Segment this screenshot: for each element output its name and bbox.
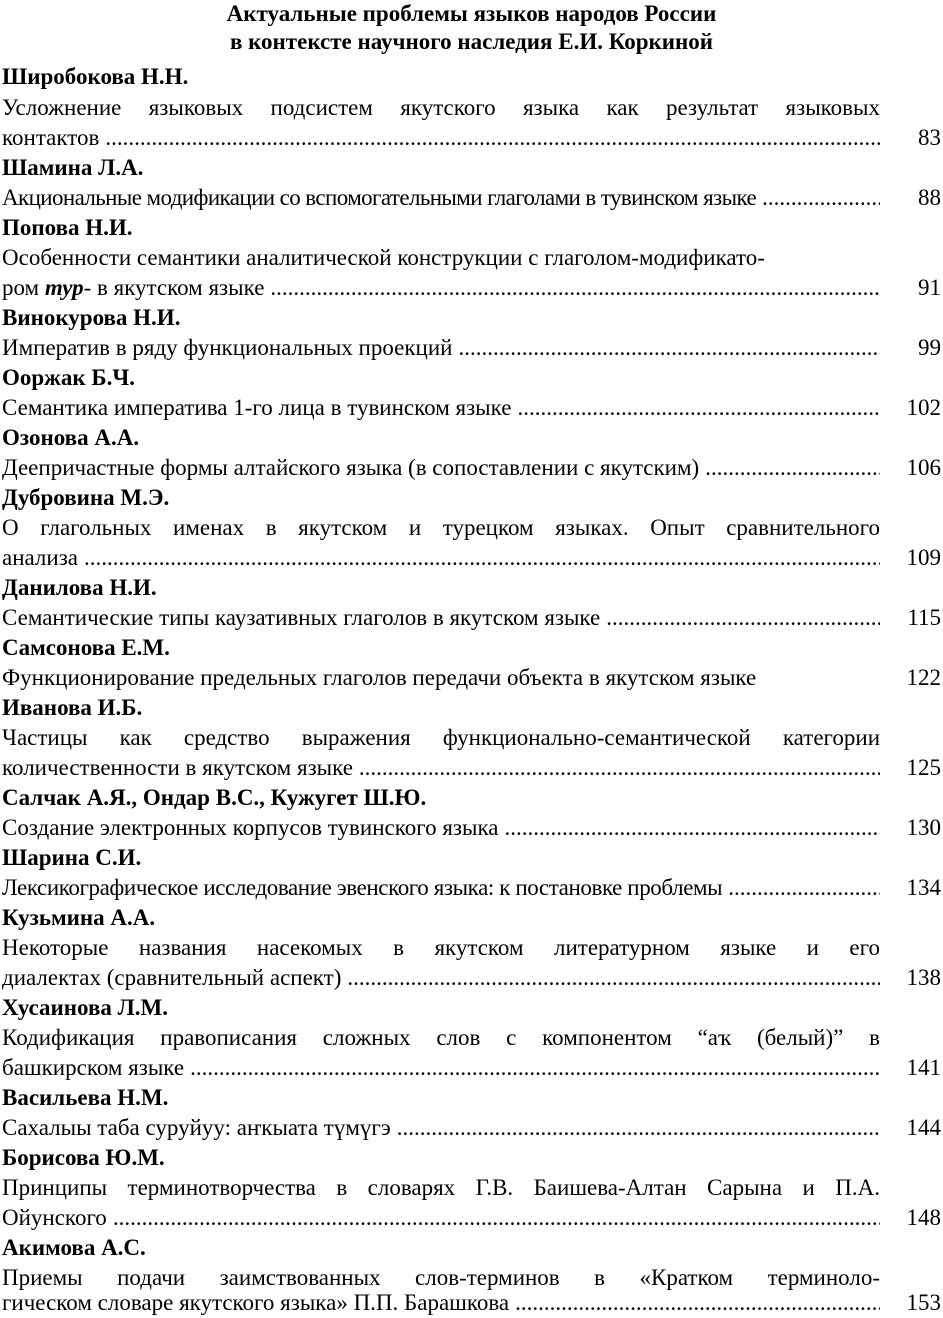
header-line-2: в контексте научного наследия Е.И. Коркиной: [229, 29, 714, 54]
dot-leader: [606, 603, 880, 633]
entry-title-text: Создание электронных корпусов тувинского языка: [2, 815, 499, 840]
entry-page-number: 102: [906, 395, 941, 420]
entry-title-text: Деепричастные формы алтайского языка (в сопоставлении с якутским): [2, 455, 700, 480]
entry-title-line: Приемы подачи заимствованных слов-терминов в «Кратком терминоло-: [2, 1265, 880, 1290]
dot-leader: [359, 753, 880, 783]
dot-leader: [190, 1053, 880, 1083]
dot-leader: [705, 453, 880, 483]
entry-author: Салчак А.Я., Ондар В.С., Кужугет Ш.Ю.: [2, 785, 427, 810]
entry-title-line-dotted: [2, 753, 880, 783]
entry-page-number: 125: [906, 755, 941, 780]
entry-title-text: Ойунского: [2, 1205, 107, 1230]
entry-author: Иванова И.Б.: [2, 695, 143, 720]
entry-author: Дубровина М.Э.: [2, 485, 170, 510]
entry-author: Борисова Ю.М.: [2, 1145, 165, 1170]
entry-title-line-dotted: [2, 963, 880, 993]
entry-author: Васильева Н.М.: [2, 1085, 169, 1110]
entry-page-number: 148: [906, 1205, 941, 1230]
entry-page-number: 115: [907, 605, 941, 630]
entry-page-number: 109: [906, 545, 941, 570]
entry-author: Кузьмина А.А.: [2, 905, 156, 930]
entry-title-line: Частицы как средство выражения функционально-семантической категории: [2, 725, 880, 750]
dot-leader: [515, 1288, 880, 1318]
entry-title-line: Некоторые названия насекомых в якутском литературном языке и его: [2, 935, 880, 960]
entry-author: Широбокова Н.Н.: [2, 64, 189, 89]
entry-title-line-dotted: [2, 333, 880, 363]
title-emphasis: тур: [44, 275, 84, 300]
entry-title-text: гическом словаре якутского языка» П.П. Барашкова: [2, 1290, 510, 1315]
entry-author: Озонова А.А.: [2, 425, 140, 450]
dot-leader: [458, 333, 880, 363]
dot-leader: [517, 393, 880, 423]
entry-author: Самсонова Е.М.: [2, 635, 170, 660]
dot-leader: [270, 273, 880, 303]
entry-author: Шамина Л.А.: [2, 155, 144, 180]
entry-title-line-dotted: [2, 813, 880, 843]
entry-title-text: Семантика императива 1-го лица в тувинском языке: [2, 395, 512, 420]
entry-title-text: количественности в якутском языке: [2, 755, 353, 780]
entry-author: Винокурова Н.И.: [2, 305, 181, 330]
page-header: [0, 0, 943, 56]
entry-page-number: 99: [918, 335, 941, 360]
entry-title-line-dotted: [2, 393, 880, 423]
dot-leader: [84, 543, 880, 573]
entry-title-text: контактов: [2, 125, 100, 150]
dot-leader: [762, 183, 880, 213]
entry-title-line-dotted: [2, 1053, 880, 1083]
entry-title-line-dotted: [2, 873, 880, 903]
dot-leader: [347, 963, 880, 993]
header-line-1: Актуальные проблемы языков народов России: [226, 1, 717, 26]
dot-leader: [505, 813, 881, 843]
entry-title-line: Функционирование предельных глаголов передачи объекта в якутском языке: [2, 665, 757, 690]
entry-page-number: 122: [906, 665, 941, 690]
entry-title-text: диалектах (сравнительный аспект): [2, 965, 342, 990]
title-part: ром: [2, 275, 40, 300]
title-part: - в якутском языке: [83, 275, 265, 300]
entry-title-text: [2, 273, 264, 303]
entry-title-line: Особенности семантики аналитической конструкции с глаголом-модификато-: [2, 245, 765, 270]
entry-page-number: 91: [918, 275, 941, 300]
entry-title-text: анализа: [2, 545, 79, 570]
entry-page-number: 134: [906, 875, 941, 900]
entry-author: Шарина С.И.: [2, 845, 142, 870]
entry-page-number: 141: [906, 1055, 941, 1080]
entry-author: Попова Н.И.: [2, 215, 133, 240]
entry-title-text: Семантические типы каузативных глаголов в якутском языке: [2, 605, 601, 630]
entry-author: Акимова А.С.: [2, 1235, 146, 1260]
entry-title-line-dotted: [2, 183, 880, 213]
entry-title-line: Кодификация правописания сложных слов с компонентом “аҡ (белый)” в: [2, 1025, 880, 1050]
entry-title-line-dotted: [2, 273, 880, 303]
entry-page-number: 88: [918, 185, 941, 210]
entry-title-text: Лексикографическое исследование эвенского языка: к постановке проблемы: [2, 875, 723, 900]
entry-title-text: Акциональные модификации со вспомогательными глаголами в тувинском языке: [2, 185, 757, 210]
entry-title-line: Принципы терминотворчества в словарях Г.В. Баишева-Алтан Сарына и П.А.: [2, 1175, 880, 1200]
entry-author: Ооржак Б.Ч.: [2, 365, 135, 390]
entry-page-number: 153: [906, 1290, 941, 1315]
entry-title-line-dotted: [2, 1288, 880, 1318]
entry-title-line-dotted: [2, 123, 880, 153]
entry-page-number: 83: [918, 125, 941, 150]
entry-page-number: 138: [906, 965, 941, 990]
dot-leader: [113, 1203, 880, 1233]
entry-title-line-dotted: [2, 603, 880, 633]
entry-title-line-dotted: [2, 1203, 880, 1233]
entry-title-line: О глагольных именах в якутском и турецком языках. Опыт сравнительного: [2, 515, 880, 540]
entry-title-line-dotted: [2, 543, 880, 573]
entry-page-number: 144: [906, 1115, 941, 1140]
entry-title-line: Усложнение языковых подсистем якутского языка как результат языковых: [2, 95, 880, 120]
dot-leader: [728, 873, 880, 903]
entry-page-number: 106: [906, 455, 941, 480]
entry-title-text: Императив в ряду функциональных проекций: [2, 335, 453, 360]
dot-leader: [397, 1113, 880, 1143]
entry-page-number: 130: [906, 815, 941, 840]
entry-title-text: башкирском языке: [2, 1055, 185, 1080]
entry-title-line-dotted: [2, 1113, 880, 1143]
entry-author: Хусаинова Л.М.: [2, 995, 168, 1020]
entry-title-text: Сахалыы таба суруйуу: аҥкыата түмүгэ: [2, 1115, 391, 1140]
entry-author: Данилова Н.И.: [2, 575, 157, 600]
dot-leader: [105, 123, 880, 153]
entry-title-line-dotted: [2, 453, 880, 483]
